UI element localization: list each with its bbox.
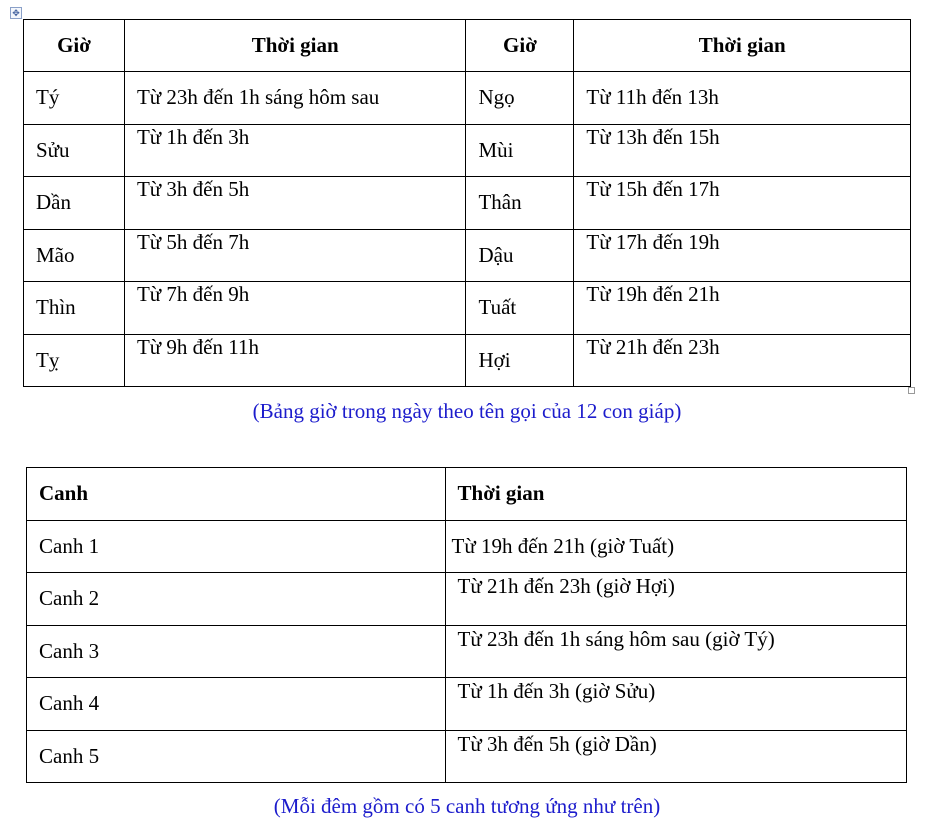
table-header-row — [27, 468, 907, 521]
table-header-row — [24, 20, 911, 72]
time-range-cell: Từ 21h đến 23h — [574, 334, 911, 387]
table-row — [24, 229, 911, 282]
header-cell: Thời gian — [445, 468, 906, 521]
hour-name-cell: Dậu — [466, 229, 574, 282]
hour-name-cell: Dần — [24, 177, 125, 230]
hour-name-cell: Hợi — [466, 334, 574, 387]
hour-name-cell: Tuất — [466, 282, 574, 335]
time-range-cell: Từ 5h đến 7h — [124, 229, 466, 282]
time-range-cell: Từ 3h đến 5h — [124, 177, 466, 230]
watch-name-cell: Canh 2 — [27, 573, 446, 626]
hour-name-cell: Tý — [24, 72, 125, 125]
header-cell: Giờ — [466, 20, 574, 72]
table-row — [27, 678, 907, 731]
hour-name-cell: Thìn — [24, 282, 125, 335]
time-range-cell: Từ 23h đến 1h sáng hôm sau — [124, 72, 466, 125]
hour-name-cell: Sửu — [24, 124, 125, 177]
time-range-cell: Từ 17h đến 19h — [574, 229, 911, 282]
watch-name-cell: Canh 5 — [27, 730, 446, 783]
time-range-cell: Từ 1h đến 3h — [124, 124, 466, 177]
hour-name-cell: Tỵ — [24, 334, 125, 387]
time-range-cell: Từ 21h đến 23h (giờ Hợi) — [445, 573, 906, 626]
hour-name-cell: Thân — [466, 177, 574, 230]
header-cell: Thời gian — [574, 20, 911, 72]
watch-name-cell: Canh 4 — [27, 678, 446, 731]
watch-name-cell: Canh 1 — [27, 520, 446, 573]
time-range-cell: Từ 15h đến 17h — [574, 177, 911, 230]
time-range-cell: Từ 9h đến 11h — [124, 334, 466, 387]
table1-caption: (Bảng giờ trong ngày theo tên gọi của 12 con giáp) — [252, 399, 682, 423]
time-range-cell: Từ 1h đến 3h (giờ Sửu) — [445, 678, 906, 731]
time-range-cell: Từ 11h đến 13h — [574, 72, 911, 125]
table-row — [24, 334, 911, 387]
table-resize-handle[interactable] — [908, 387, 915, 394]
table-row — [24, 177, 911, 230]
table-row — [27, 730, 907, 783]
hour-name-cell: Ngọ — [466, 72, 574, 125]
time-range-cell: Từ 7h đến 9h — [124, 282, 466, 335]
night-watches-table — [26, 467, 907, 783]
time-range-cell: Từ 13h đến 15h — [574, 124, 911, 177]
table-row — [24, 124, 911, 177]
time-range-cell: Từ 3h đến 5h (giờ Dần) — [445, 730, 906, 783]
table-row — [27, 520, 907, 573]
time-range-cell: Từ 19h đến 21h — [574, 282, 911, 335]
table-row — [27, 625, 907, 678]
zodiac-hours-table — [23, 19, 911, 387]
header-cell: Thời gian — [124, 20, 466, 72]
table2-caption: (Mỗi đêm gồm có 5 canh tương ứng như trên) — [273, 794, 661, 818]
watch-name-cell: Canh 3 — [27, 625, 446, 678]
table-row — [27, 573, 907, 626]
header-cell: Giờ — [24, 20, 125, 72]
table-row — [24, 282, 911, 335]
header-cell: Canh — [27, 468, 446, 521]
hour-name-cell: Mão — [24, 229, 125, 282]
hour-name-cell: Mùi — [466, 124, 574, 177]
time-range-cell: Từ 23h đến 1h sáng hôm sau (giờ Tý) — [445, 625, 906, 678]
table-move-handle-icon[interactable]: ✥ — [10, 7, 22, 19]
time-range-cell: Từ 19h đến 21h (giờ Tuất) — [445, 520, 906, 573]
table-row — [24, 72, 911, 125]
